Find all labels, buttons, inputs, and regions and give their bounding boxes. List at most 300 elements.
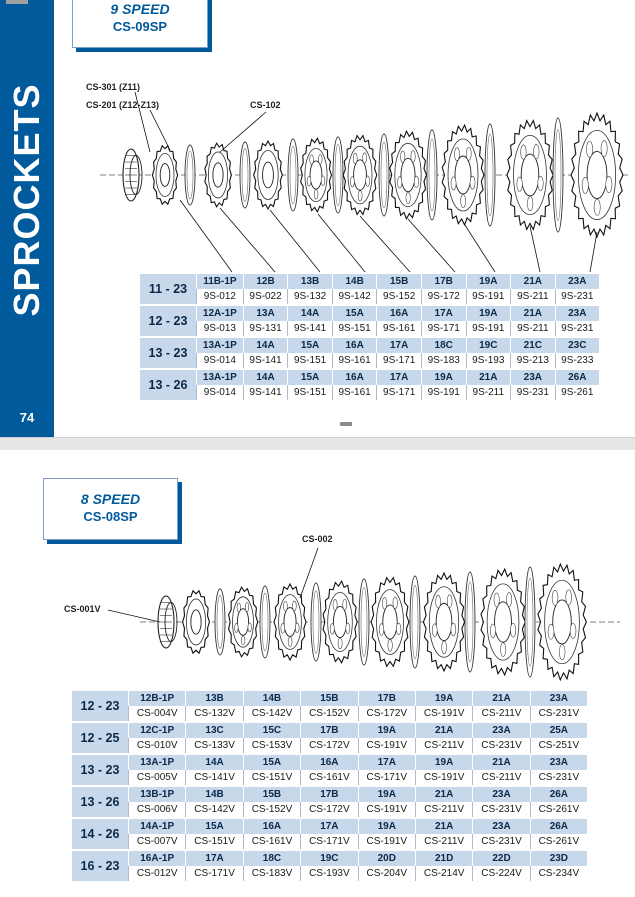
part-code: 9S-141 (288, 321, 333, 337)
part-code: 9S-172 (421, 289, 466, 305)
sprocket-bore (553, 600, 572, 644)
sprocket-size: 19A (466, 305, 511, 321)
callout-cs-201: CS-201 (Z12-Z13) (86, 100, 160, 110)
spacer-ring (288, 139, 298, 211)
part-code: CS-172V (301, 802, 358, 818)
sprocket-cutout (318, 154, 322, 164)
sprocket-cutout (510, 623, 515, 637)
sprocket-size: 19C (466, 337, 511, 353)
sprocket-cutout (559, 645, 565, 660)
table-row-codes (140, 321, 599, 337)
leader-line (590, 232, 597, 272)
nine-speed-table (140, 274, 599, 400)
sprocket-size: 16A (301, 754, 358, 770)
sprocket-size: 11B-1P (197, 274, 244, 289)
part-code: CS-132V (186, 706, 243, 722)
spacer-ring (311, 583, 321, 661)
leader-line (463, 222, 495, 272)
part-code: CS-231V (473, 738, 530, 754)
sprocket-size: 14A-1P (129, 818, 186, 834)
part-code: CS-211V (473, 770, 530, 786)
callout-cs-002: CS-002 (302, 534, 333, 544)
part-code: 9S-193 (466, 353, 511, 369)
sprocket-size: 14A (243, 369, 288, 385)
sprocket-cutout (310, 155, 314, 165)
gear-range: 13 - 23 (140, 337, 197, 369)
part-code: CS-211V (415, 834, 472, 850)
sprocket-size: 21A (415, 818, 472, 834)
part-code: CS-231V (473, 802, 530, 818)
sprocket-size: 12B (243, 274, 288, 289)
sprocket-cutout (292, 601, 296, 611)
part-code: 9S-152 (377, 289, 422, 305)
sprocket-cutout (470, 176, 475, 189)
eight-speed-model: CS-08SP (83, 509, 138, 524)
section-title: SPROCKETS (6, 83, 47, 317)
sprocket-bore (436, 603, 452, 640)
gear-range: 13 - 26 (140, 369, 197, 400)
table-row-codes (72, 866, 587, 881)
leader-line (180, 200, 232, 272)
sprocket-size: 21A (415, 722, 472, 738)
sprocket-size: 17A (377, 369, 422, 385)
part-code: CS-251V (530, 738, 587, 754)
sprocket-cutout (321, 176, 325, 186)
part-code: 9S-022 (243, 289, 288, 305)
part-code: 9S-171 (377, 353, 422, 369)
part-code: 9S-261 (555, 385, 599, 400)
sprocket-cutout (363, 153, 367, 163)
sprocket-size: 26A (530, 786, 587, 802)
eight-speed-table (72, 691, 587, 881)
sprocket-size: 16A-1P (129, 850, 186, 866)
sprocket-size: 21D (415, 850, 472, 866)
sprocket-cutout (517, 177, 523, 191)
part-code: CS-231V (473, 834, 530, 850)
sprocket-cutout (343, 599, 347, 610)
part-code: CS-234V (530, 866, 587, 881)
sprocket-size: 17A (358, 754, 415, 770)
sprocket-size: 13A-1P (197, 337, 244, 353)
sprocket-cutout (566, 590, 572, 605)
part-code: 9S-151 (288, 353, 333, 369)
sprocket-size: 15A (243, 754, 300, 770)
sprocket-size: 14A (243, 337, 288, 353)
sprocket-bore (284, 608, 296, 637)
spacer-ring (240, 142, 250, 208)
part-code: 9S-131 (243, 321, 288, 337)
sprocket-size: 16A (243, 818, 300, 834)
sprocket-size: 17A (186, 850, 243, 866)
spacer-ring (260, 586, 270, 658)
part-code: 9S-211 (511, 321, 556, 337)
sprocket-bore (333, 606, 346, 637)
callout-cs-102: CS-102 (250, 100, 281, 110)
sprocket-size: 12B-1P (129, 691, 186, 706)
part-code: 9S-191 (421, 385, 466, 400)
sprocket-size: 17B (358, 691, 415, 706)
sprocket-size: 23A (473, 722, 530, 738)
sprocket-cutout (447, 595, 452, 608)
callout-cs-001v: CS-001V (64, 604, 101, 614)
sprocket-cutout (406, 192, 410, 203)
sprocket-cutout (451, 177, 456, 190)
table-row-codes (140, 353, 599, 369)
sprocket-size: 13B (288, 274, 333, 289)
sprocket-cutout (330, 624, 334, 635)
sprocket-cutout (307, 176, 311, 186)
part-code: CS-204V (358, 866, 415, 881)
spacer-ring (427, 130, 437, 220)
sprocket-size: 18C (421, 337, 466, 353)
sprocket-size: 15A (332, 305, 377, 321)
sprocket-size: 19C (301, 850, 358, 866)
part-code: CS-214V (415, 866, 472, 881)
sprocket-size: 23A (511, 369, 556, 385)
sprocket-bore (310, 161, 322, 189)
sprocket-cutout (358, 191, 362, 201)
sprocket-bore (263, 162, 274, 188)
part-code: CS-151V (243, 770, 300, 786)
nine-speed-model: CS-09SP (112, 19, 168, 34)
part-code: CS-004V (129, 706, 186, 722)
table-row (72, 786, 587, 802)
sprocket-bore (521, 154, 539, 196)
part-code: 9S-012 (197, 289, 244, 305)
sprocket-size: 23A (473, 818, 530, 834)
sprocket-cutout (548, 624, 554, 639)
part-code: CS-211V (473, 706, 530, 722)
sprocket-size: 13C (186, 722, 243, 738)
sprocket-cutout (570, 623, 576, 638)
sprocket-size: 15B (377, 274, 422, 289)
part-code: 9S-141 (243, 353, 288, 369)
sprocket-size: 25A (530, 722, 587, 738)
sprocket-bore (237, 609, 248, 636)
sprocket-cutout (606, 176, 612, 192)
spacer-ring (359, 579, 369, 665)
part-code: CS-007V (129, 834, 186, 850)
sprocket-cutout (414, 176, 418, 187)
part-code: CS-012V (129, 866, 186, 881)
part-code: CS-183V (243, 866, 300, 881)
leader-line (530, 226, 540, 272)
part-code: CS-172V (301, 738, 358, 754)
callout-cs-301: CS-301 (Z11) (86, 82, 141, 92)
sprocket-cutout (451, 623, 456, 636)
leader-line (108, 610, 160, 622)
sprocket-bore (160, 164, 170, 187)
table-row-codes (72, 834, 587, 850)
table-row-codes (72, 770, 587, 786)
gear-range: 13 - 23 (72, 754, 129, 786)
part-code: CS-141V (186, 770, 243, 786)
sprocket-size: 23A (555, 305, 599, 321)
part-code: CS-151V (186, 834, 243, 850)
part-code: CS-005V (129, 770, 186, 786)
sprocket-size: 21A (466, 369, 511, 385)
sprocket-cutout (314, 189, 318, 199)
gear-range: 16 - 23 (72, 850, 129, 881)
table-row (72, 722, 587, 738)
sprocket-cutout (366, 176, 370, 186)
sprocket-size: 16A (377, 305, 422, 321)
sprocket-size: 21A (511, 305, 556, 321)
part-code: CS-171V (301, 834, 358, 850)
sprocket-cutout (494, 593, 499, 607)
sprocket-bore (383, 605, 397, 639)
sprocket-size: 21C (511, 337, 556, 353)
sprocket-size: 13A-1P (197, 369, 244, 385)
table-row-codes (72, 738, 587, 754)
part-code: CS-010V (129, 738, 186, 754)
spacer-ring (465, 572, 475, 672)
table-row-codes (72, 706, 587, 722)
sprocket-cutout (582, 177, 588, 193)
part-code: 9S-161 (332, 385, 377, 400)
sprocket-cutout (466, 147, 471, 160)
sprocket-cutout (601, 141, 607, 157)
sprocket-cutout (245, 603, 249, 612)
part-code: CS-142V (243, 706, 300, 722)
sprocket-size: 19A (415, 691, 472, 706)
leader-line (135, 92, 150, 152)
sprocket-size: 19A (421, 369, 466, 385)
part-code: CS-193V (301, 866, 358, 881)
spacer-ring (410, 576, 420, 668)
gear-range: 12 - 25 (72, 722, 129, 754)
sprocket-size: 20D (358, 850, 415, 866)
sprocket-size: 17A (421, 305, 466, 321)
part-code: 9S-211 (511, 289, 556, 305)
sprocket-size: 15A (288, 369, 333, 385)
part-code: CS-161V (243, 834, 300, 850)
sprocket-cutout (442, 641, 447, 654)
sprocket-cutout (284, 601, 288, 611)
sprocket-cutout (461, 194, 466, 207)
part-code: 9S-171 (421, 321, 466, 337)
sprocket-size: 15A (186, 818, 243, 834)
table-row (72, 818, 587, 834)
sprocket-bore (213, 163, 223, 187)
sprocket-size: 15B (243, 786, 300, 802)
sprocket-cutout (393, 597, 398, 609)
part-code: CS-191V (415, 706, 472, 722)
sprocket-cutout (353, 153, 357, 163)
table-row (140, 274, 599, 289)
part-code: 9S-142 (332, 289, 377, 305)
table-row-codes (140, 289, 599, 305)
sprocket-cutout (241, 636, 245, 645)
spacer-ring (485, 124, 495, 226)
table-row (72, 691, 587, 706)
sprocket-cutout (382, 597, 387, 609)
part-code: CS-172V (358, 706, 415, 722)
sprocket-size: 13A-1P (129, 754, 186, 770)
table-row (140, 305, 599, 321)
sprocket-cutout (432, 624, 437, 637)
leader-line (408, 219, 455, 272)
sprocket-cutout (436, 595, 441, 608)
table-row (72, 850, 587, 866)
sprocket-size: 23A (530, 754, 587, 770)
sprocket-size: 18C (243, 850, 300, 866)
sprocket-cutout (501, 643, 506, 657)
part-code: 9S-014 (197, 353, 244, 369)
sprocket-cutout (338, 638, 342, 649)
part-code: 9S-014 (197, 385, 244, 400)
table-row-codes (140, 385, 599, 400)
part-code: CS-153V (243, 738, 300, 754)
sprocket-cutout (248, 623, 252, 632)
sprocket-size: 19A (358, 722, 415, 738)
gear-range: 12 - 23 (72, 691, 129, 722)
table-row-codes (72, 802, 587, 818)
sprocket-cutout (490, 624, 495, 638)
part-code: CS-171V (186, 866, 243, 881)
part-code: 9S-191 (466, 321, 511, 337)
sprocket-bore (495, 602, 512, 642)
sprocket-size: 13A (243, 305, 288, 321)
part-code: 9S-191 (466, 289, 511, 305)
sprocket-size: 15C (243, 722, 300, 738)
sprocket-cutout (586, 141, 592, 157)
eight-speed-label: 8 SPEED (80, 491, 141, 507)
sprocket-cutout (388, 640, 393, 652)
sprocket-bore (455, 156, 471, 194)
part-code: 9S-231 (555, 289, 599, 305)
part-code: 9S-231 (555, 321, 599, 337)
sprocket-size: 21A (511, 274, 556, 289)
leader-line (318, 214, 365, 272)
part-code: CS-161V (301, 770, 358, 786)
part-code: CS-191V (358, 738, 415, 754)
sprocket-size: 14B (332, 274, 377, 289)
scroll-marker (340, 422, 352, 426)
part-code: CS-261V (530, 802, 587, 818)
sprocket-size: 17B (301, 722, 358, 738)
sprocket-cutout (346, 623, 350, 634)
sprocket-bore (401, 158, 415, 191)
part-code: 9S-161 (377, 321, 422, 337)
sprocket-size: 16A (332, 337, 377, 353)
gear-range: 11 - 23 (140, 274, 197, 305)
sprocket-bore (587, 151, 607, 198)
sprocket-size: 19A (358, 818, 415, 834)
nine-speed-panel (0, 0, 635, 437)
sprocket-cutout (506, 593, 511, 607)
part-code: CS-191V (358, 834, 415, 850)
sprocket-size: 23D (530, 850, 587, 866)
part-code: CS-191V (358, 802, 415, 818)
part-code: CS-261V (530, 834, 587, 850)
part-code: CS-231V (530, 770, 587, 786)
sprocket-cutout (594, 199, 600, 215)
sprocket-cutout (552, 590, 558, 605)
page-divider (0, 437, 635, 451)
part-code: CS-133V (186, 738, 243, 754)
gear-range: 14 - 26 (72, 818, 129, 850)
table-row (140, 337, 599, 353)
sprocket-cutout (235, 623, 239, 632)
part-code: CS-152V (243, 802, 300, 818)
part-code: 9S-151 (332, 321, 377, 337)
sprocket-size: 21A (473, 754, 530, 770)
leader-line (270, 210, 320, 272)
sprocket-cutout (396, 623, 401, 635)
part-code: 9S-013 (197, 321, 244, 337)
part-code: 9S-171 (377, 385, 422, 400)
sprocket-size: 13B-1P (129, 786, 186, 802)
sprocket-size: 17A (377, 337, 422, 353)
sprocket-size: 23A (555, 274, 599, 289)
sprocket-size: 14A (288, 305, 333, 321)
part-code: 9S-231 (511, 385, 556, 400)
sprocket-size: 26A (530, 818, 587, 834)
spacer-ring (215, 589, 225, 655)
sprocket-cutout (281, 623, 285, 633)
sprocket-size: 14A (186, 754, 243, 770)
leader-line (360, 216, 410, 272)
sprocket-size: 23A (530, 691, 587, 706)
sprocket-size: 14B (186, 786, 243, 802)
sprocket-size: 16A (332, 369, 377, 385)
part-code: CS-211V (415, 738, 472, 754)
sprocket-size: 17A (301, 818, 358, 834)
spacer-ring (185, 145, 195, 205)
table-row (72, 754, 587, 770)
spacer-ring (333, 137, 343, 213)
nine-speed-label: 9 SPEED (110, 1, 170, 17)
page-number: 74 (19, 410, 35, 425)
spacer-ring (553, 118, 563, 232)
part-code: 9S-213 (511, 353, 556, 369)
part-code: CS-211V (415, 802, 472, 818)
part-code: 9S-233 (555, 353, 599, 369)
part-code: CS-231V (530, 706, 587, 722)
sprocket-size: 14B (243, 691, 300, 706)
sprocket-size: 23A (473, 786, 530, 802)
leader-line (150, 110, 170, 150)
part-code: CS-224V (473, 866, 530, 881)
sprocket-size: 21A (415, 786, 472, 802)
part-code: 9S-211 (466, 385, 511, 400)
sprocket-cutout (295, 623, 299, 633)
sprocket-cutout (534, 144, 540, 158)
sprocket-cutout (521, 145, 527, 159)
sprocket-size: 13B (186, 691, 243, 706)
sprocket-bore (354, 160, 367, 190)
sprocket-cutout (411, 151, 415, 162)
sprocket-size: 23C (555, 337, 599, 353)
part-code: 9S-141 (243, 385, 288, 400)
spacer-ring (379, 134, 389, 216)
sprocket-size: 15B (301, 691, 358, 706)
part-code: CS-171V (358, 770, 415, 786)
leader-line (220, 208, 275, 272)
gear-range: 12 - 23 (140, 305, 197, 337)
sprocket-cutout (333, 600, 337, 611)
part-code: 9S-151 (288, 385, 333, 400)
sprocket-cutout (397, 177, 401, 188)
sprocket-size: 17B (301, 786, 358, 802)
part-code: 9S-132 (288, 289, 333, 305)
sprocket-size: 22D (473, 850, 530, 866)
sprocket-size: 12C-1P (129, 722, 186, 738)
spacer-ring (525, 567, 535, 677)
sprocket-cutout (455, 148, 460, 161)
part-code: 9S-161 (332, 353, 377, 369)
